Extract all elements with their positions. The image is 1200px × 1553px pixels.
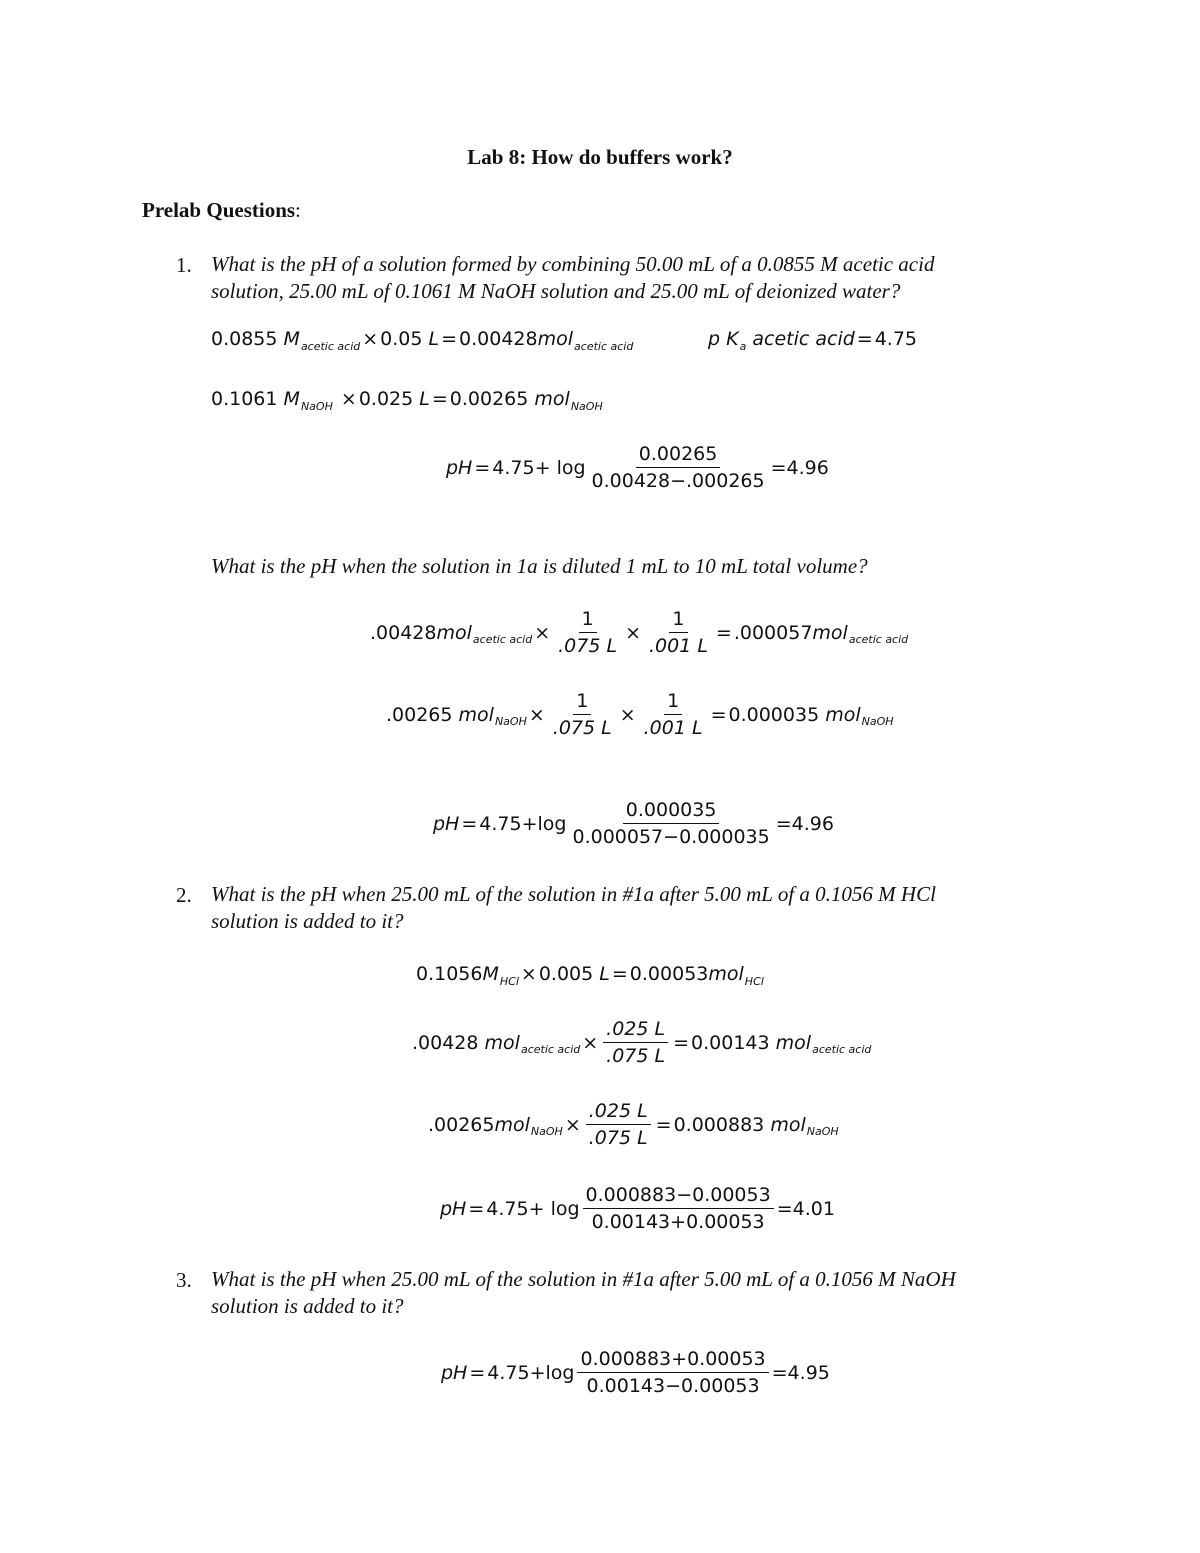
equation-ph-3 (440, 1184, 835, 1233)
eq-mol-symbol: mol (494, 1113, 530, 1136)
ph-log: log (550, 1197, 580, 1220)
eq-mol-symbol: mol (812, 621, 848, 644)
eq-mol-symbol: mol (775, 1031, 812, 1054)
fraction-numerator: 1 (669, 608, 687, 633)
eq-mol-symbol: mol (537, 328, 574, 350)
ph-pka: 4.75+ (486, 1197, 545, 1220)
eq-mol-symbol: mol (708, 963, 744, 985)
eq-subscript: acetic acid (574, 339, 634, 353)
eq-mol-symbol: mol (534, 388, 570, 410)
eq-result: 0.00428 (459, 328, 538, 350)
eq-result: 0.00143 (691, 1031, 770, 1054)
eq-times: × (625, 621, 641, 644)
eq-subscript: acetic acid (812, 1043, 872, 1056)
eq-value: 0.005 (538, 963, 594, 985)
eq-equals: = (673, 1031, 690, 1054)
fraction-denominator: .075 L (588, 1127, 648, 1149)
ph-symbol: pH (441, 1361, 468, 1384)
question-2-line-1: What is the pH when 25.00 mL of the solution in #1a after 5.00 mL of a 0.1056 M HCl (211, 882, 936, 906)
eq-value: 0.025 (358, 388, 414, 410)
fraction-numerator: 0.00265 (636, 443, 721, 468)
eq-subscript: HCl (744, 974, 764, 988)
eq-equals: = (468, 1197, 485, 1220)
eq-value: .00428 (370, 621, 437, 644)
eq-subscript: acetic acid (300, 339, 361, 353)
equation-naoh-moles (211, 388, 603, 413)
fraction-numerator: 0.000035 (623, 799, 720, 824)
ph-log: log (545, 1361, 575, 1384)
eq-subscript: NaOH (570, 399, 603, 413)
eq-subscript: NaOH (300, 399, 333, 413)
question-2-line-2: solution is added to it? (211, 909, 404, 933)
eq-value: 0.1061 (211, 388, 278, 410)
ph-pka: 4.75+ (487, 1361, 546, 1384)
eq-times: × (528, 703, 545, 726)
equation-dilution-acetic (370, 608, 908, 657)
eq-subscript: NaOH (861, 715, 894, 728)
eq-subscript: acetic acid (472, 633, 533, 646)
eq-equals: = (611, 963, 628, 985)
question-3-number: 3. (176, 1268, 192, 1292)
aliquot-fraction (603, 1018, 668, 1067)
fraction-numerator: 1 (573, 690, 591, 715)
eq-value: 0.05 (380, 328, 423, 350)
eq-subscript: acetic acid (848, 633, 909, 646)
fraction-denominator: .075 L (606, 1045, 666, 1067)
eq-result: 0.000035 (728, 703, 820, 726)
eq-equals: = (856, 328, 873, 350)
page-title: Lab 8: How do buffers work? (467, 145, 733, 169)
eq-subscript: HCl (499, 974, 519, 988)
eq-times: × (362, 328, 379, 350)
fraction-denominator: .001 L (643, 717, 703, 739)
eq-times: × (340, 388, 357, 410)
dilution-fraction-2 (641, 690, 706, 739)
question-1-line-1: What is the pH of a solution formed by combining 50.00 mL of a 0.0855 M acetic acid (211, 252, 935, 276)
equation-ph-4 (441, 1348, 830, 1397)
dilution-fraction-1 (550, 690, 615, 739)
eq-liter-symbol: L (599, 963, 610, 985)
ph-symbol: pH (433, 812, 460, 835)
eq-equals: = (441, 328, 458, 350)
ph-result: =4.96 (775, 812, 834, 835)
equation-ph-1 (446, 443, 829, 492)
dilution-fraction-1 (555, 608, 620, 657)
eq-times: × (619, 703, 636, 726)
fraction-numerator: 0.000883+0.00053 (577, 1348, 768, 1373)
equation-hcl-moles (416, 963, 764, 988)
ph-fraction (583, 1184, 774, 1233)
ph-symbol: pH (440, 1197, 467, 1220)
fraction-denominator: 0.00428−.000265 (591, 470, 765, 492)
ph-fraction (577, 1348, 768, 1397)
eq-times: × (564, 1113, 581, 1136)
eq-subscript: acetic acid (520, 1043, 581, 1056)
ph-fraction (589, 443, 768, 492)
equation-naoh-aliquot (428, 1100, 839, 1149)
question-2-text (211, 881, 1071, 935)
eq-result: 0.00265 (449, 388, 529, 410)
ph-result: =4.01 (776, 1197, 835, 1220)
eq-value: .00428 (412, 1031, 479, 1054)
question-1-line-2: solution, 25.00 mL of 0.1061 M NaOH solution and 25.00 mL of deionized water? (211, 279, 901, 303)
eq-subscript: NaOH (494, 715, 527, 728)
eq-equals: = (474, 456, 491, 479)
eq-value: 0.0855 (211, 328, 278, 350)
fraction-denominator: .075 L (552, 717, 612, 739)
fraction-denominator: 0.00143+0.00053 (591, 1211, 765, 1233)
equation-dilution-naoh (386, 690, 894, 739)
question-3-text (211, 1266, 1071, 1320)
sub-question-dilution: What is the pH when the solution in 1a is diluted 1 mL to 10 mL total volume? (211, 554, 868, 578)
section-heading-text: Prelab Questions (142, 198, 296, 222)
fraction-denominator: .001 L (648, 635, 708, 657)
ph-result: =4.95 (771, 1361, 830, 1384)
eq-equals: = (431, 388, 448, 410)
fraction-denominator: 0.000057−0.000035 (572, 826, 770, 848)
eq-result: 0.000883 (673, 1113, 765, 1136)
ph-result: =4.96 (770, 456, 829, 479)
eq-mol-symbol: mol (436, 621, 472, 644)
question-3-line-2: solution is added to it? (211, 1294, 404, 1318)
dilution-fraction-2 (646, 608, 711, 657)
equation-pka (708, 328, 918, 353)
fraction-numerator: 1 (664, 690, 682, 715)
ph-log: log (556, 456, 586, 479)
question-1-text (211, 251, 1071, 305)
eq-result: .000057 (733, 621, 813, 644)
question-2-number: 2. (176, 883, 192, 907)
pka-subscript: a (739, 339, 747, 353)
eq-molarity-symbol: M (283, 328, 300, 350)
equation-acetic-moles (211, 328, 634, 353)
fraction-numerator: 1 (579, 608, 597, 633)
pka-label: acetic acid (752, 328, 855, 350)
fraction-numerator: .025 L (586, 1100, 651, 1125)
eq-mol-symbol: mol (458, 703, 494, 726)
eq-value: .00265 (386, 703, 453, 726)
eq-equals: = (710, 703, 727, 726)
fraction-denominator: .075 L (558, 635, 618, 657)
ph-log: log (537, 812, 567, 835)
equation-acetic-aliquot (412, 1018, 871, 1067)
question-3-line-1: What is the pH when 25.00 mL of the solution in #1a after 5.00 mL of a 0.1056 M NaOH (211, 1267, 956, 1291)
eq-result: 0.00053 (629, 963, 709, 985)
equation-ph-2 (433, 799, 834, 848)
eq-liter-symbol: L (419, 388, 430, 410)
eq-molarity-symbol: M (482, 963, 499, 985)
fraction-numerator: .025 L (603, 1018, 668, 1043)
eq-molarity-symbol: M (283, 388, 300, 410)
eq-times: × (582, 1031, 599, 1054)
eq-times: × (534, 621, 551, 644)
fraction-numerator: 0.000883−0.00053 (583, 1184, 774, 1209)
eq-equals: = (469, 1361, 486, 1384)
pka-value: 4.75 (874, 328, 918, 350)
eq-subscript: NaOH (530, 1125, 563, 1138)
eq-subscript: NaOH (806, 1125, 839, 1138)
section-heading-colon: : (295, 198, 301, 222)
ph-pka: 4.75+ (479, 812, 538, 835)
eq-value: 0.1056 (416, 963, 483, 985)
pka-k: K (726, 328, 739, 350)
section-heading (142, 198, 301, 223)
ph-fraction (569, 799, 772, 848)
ph-symbol: pH (446, 456, 473, 479)
aliquot-fraction (586, 1100, 651, 1149)
eq-times: × (520, 963, 537, 985)
eq-mol-symbol: mol (825, 703, 861, 726)
ph-pka: 4.75+ (492, 456, 551, 479)
eq-liter-symbol: L (428, 328, 440, 350)
eq-equals: = (461, 812, 478, 835)
fraction-denominator: 0.00143−0.00053 (586, 1375, 760, 1397)
question-1-number: 1. (176, 253, 192, 277)
eq-equals: = (655, 1113, 672, 1136)
eq-equals: = (715, 621, 732, 644)
eq-mol-symbol: mol (770, 1113, 806, 1136)
eq-mol-symbol: mol (484, 1031, 520, 1054)
pka-p: p (708, 328, 721, 350)
eq-value: .00265 (428, 1113, 495, 1136)
